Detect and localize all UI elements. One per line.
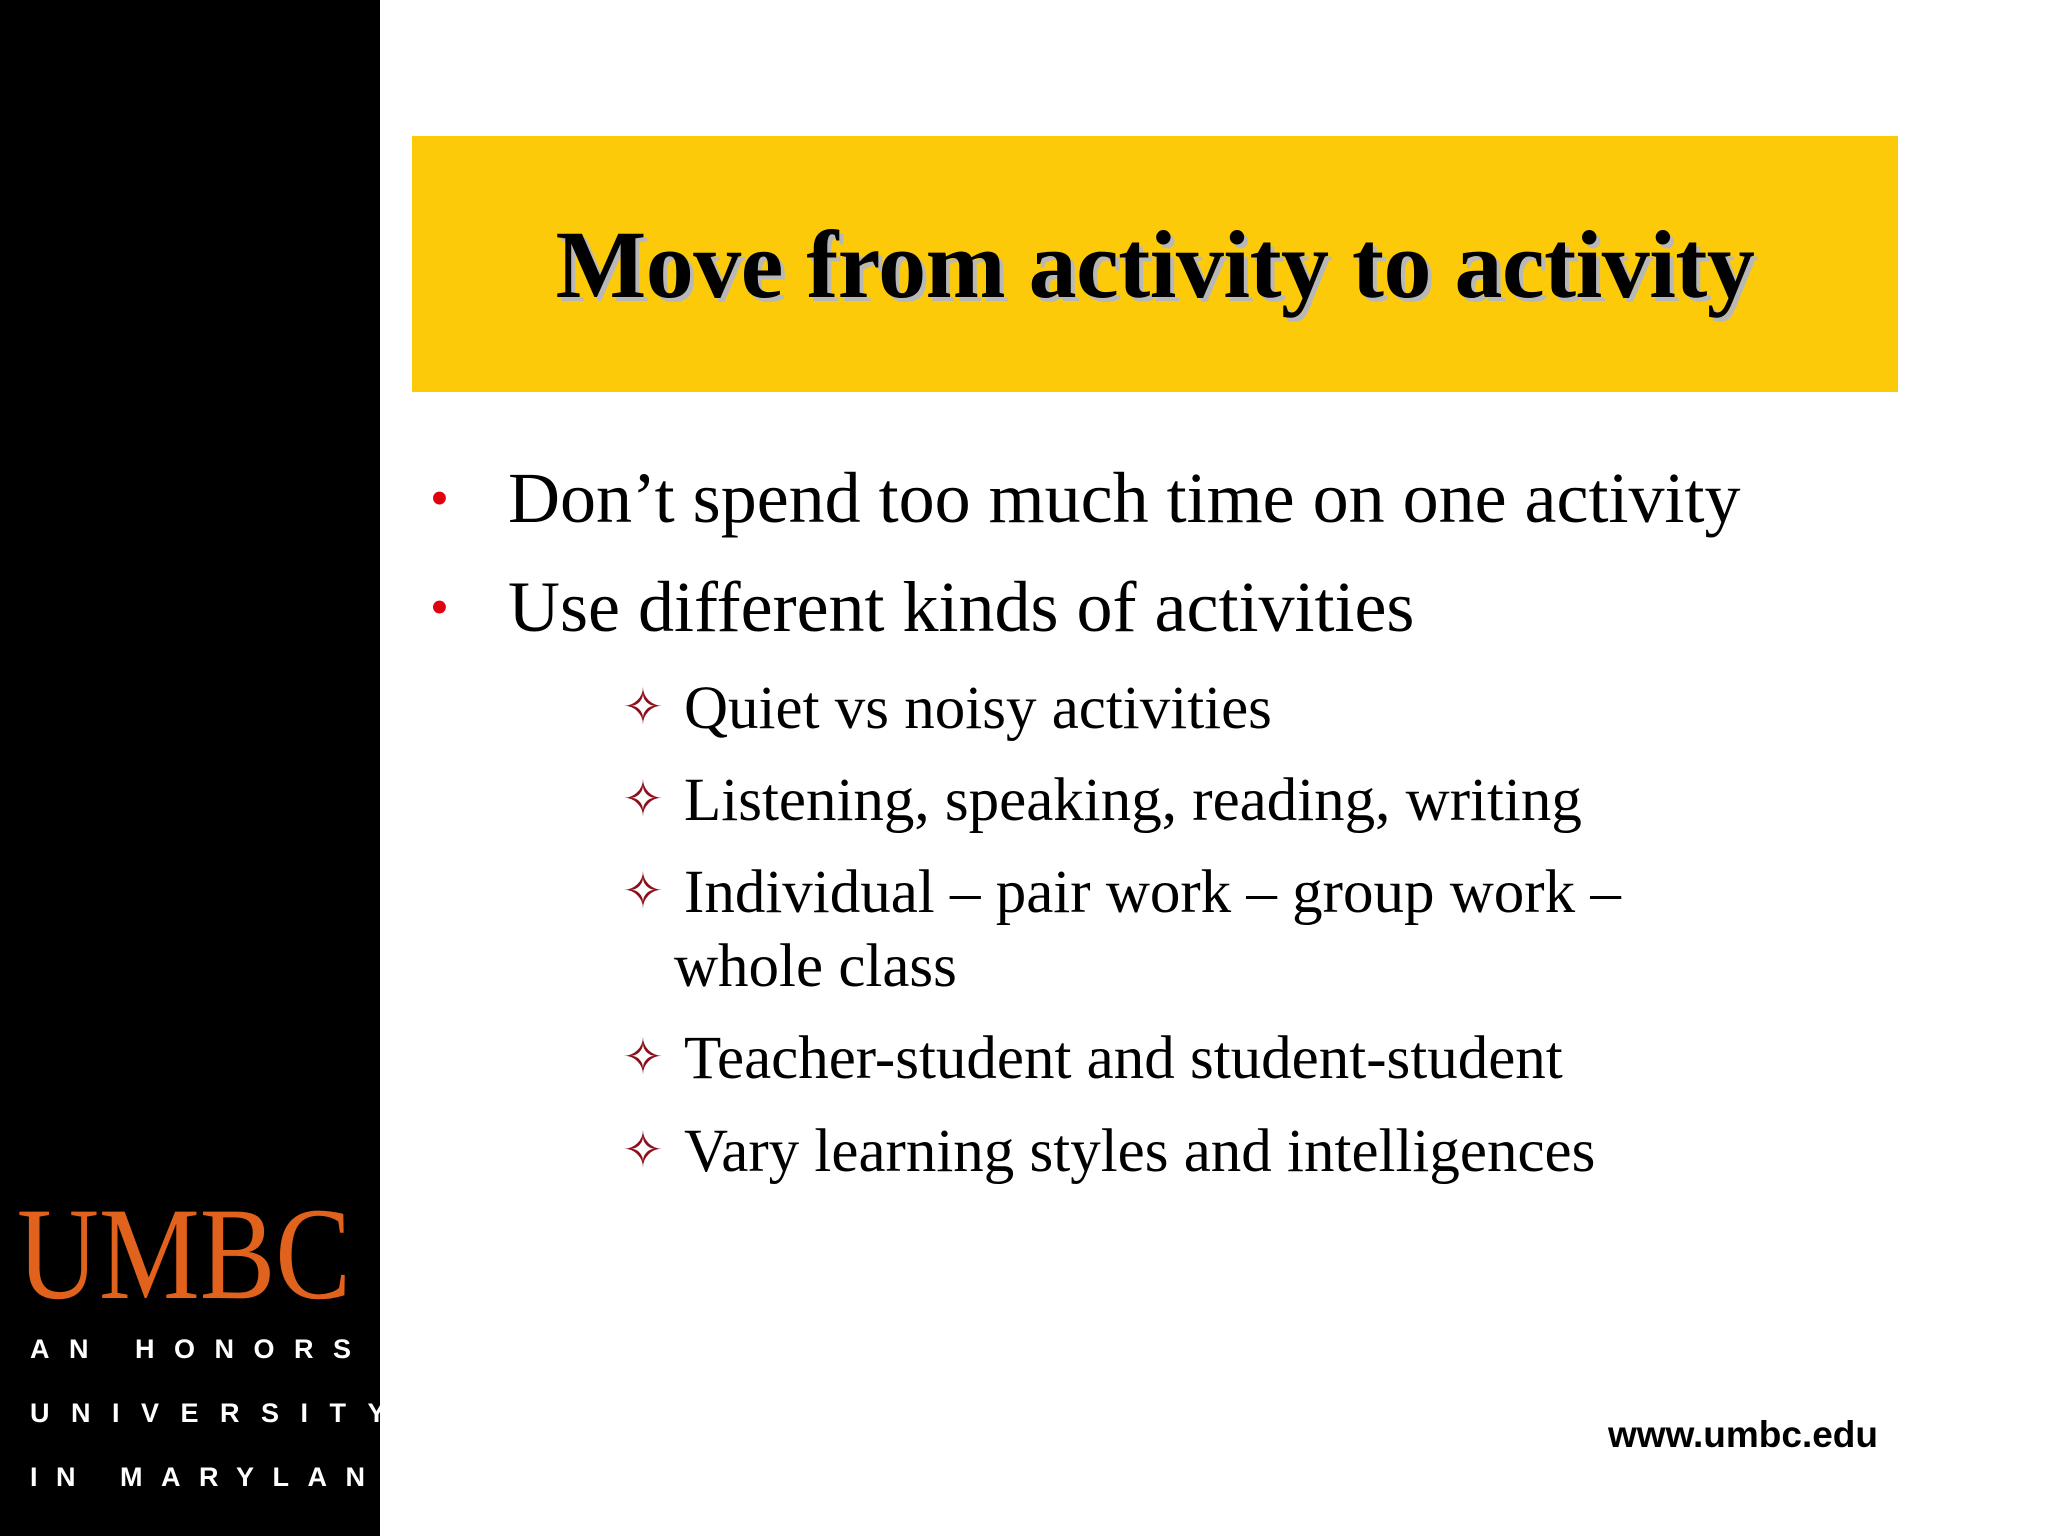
tagline-line-3: IN MARYLAND [30,1462,422,1492]
bullet-icon: • [430,577,449,637]
umbc-logo-wordmark: UMBC [17,1180,351,1327]
sub-bullet-text: Listening, speaking, reading, writing [684,767,1582,834]
bullet-text: Use different kinds of activities [508,567,1415,647]
tagline-line-2: UNIVERSITY [30,1398,408,1428]
tagline-line-1: AN HONORS [30,1334,371,1364]
star-icon: ✧ [622,1029,664,1085]
sub-bullet-item [622,854,1621,1004]
sub-bullet-item [622,1113,1595,1189]
star-icon: ✧ [622,679,664,735]
umbc-logo [14,1180,354,1327]
star-icon: ✧ [622,1122,664,1178]
sub-bullet-item [622,762,1582,838]
sub-bullet-item [622,670,1272,746]
sidebar [0,0,422,1536]
sub-bullet-text: Quiet vs noisy activities [684,675,1272,742]
bullet-text: Don’t spend too much time on one activity [508,458,1741,538]
footer-url: www.umbc.edu [1608,1414,1878,1455]
bullet-icon: • [430,468,449,528]
sub-bullet-text: Individual – pair work – group work – [684,859,1621,926]
bullet-item [430,565,1414,649]
sub-bullet-item [622,1020,1563,1096]
star-icon: ✧ [622,771,664,827]
star-icon: ✧ [622,863,664,919]
sub-bullet-text: Teacher-student and student-student [684,1025,1563,1092]
sub-bullet-text: Vary learning styles and intelligences [684,1118,1596,1185]
title-band [412,136,1898,392]
sub-bullet-continuation: whole class [674,933,957,1000]
slide-title: Move from activity to activity [555,210,1755,318]
bullet-item [430,456,1740,540]
